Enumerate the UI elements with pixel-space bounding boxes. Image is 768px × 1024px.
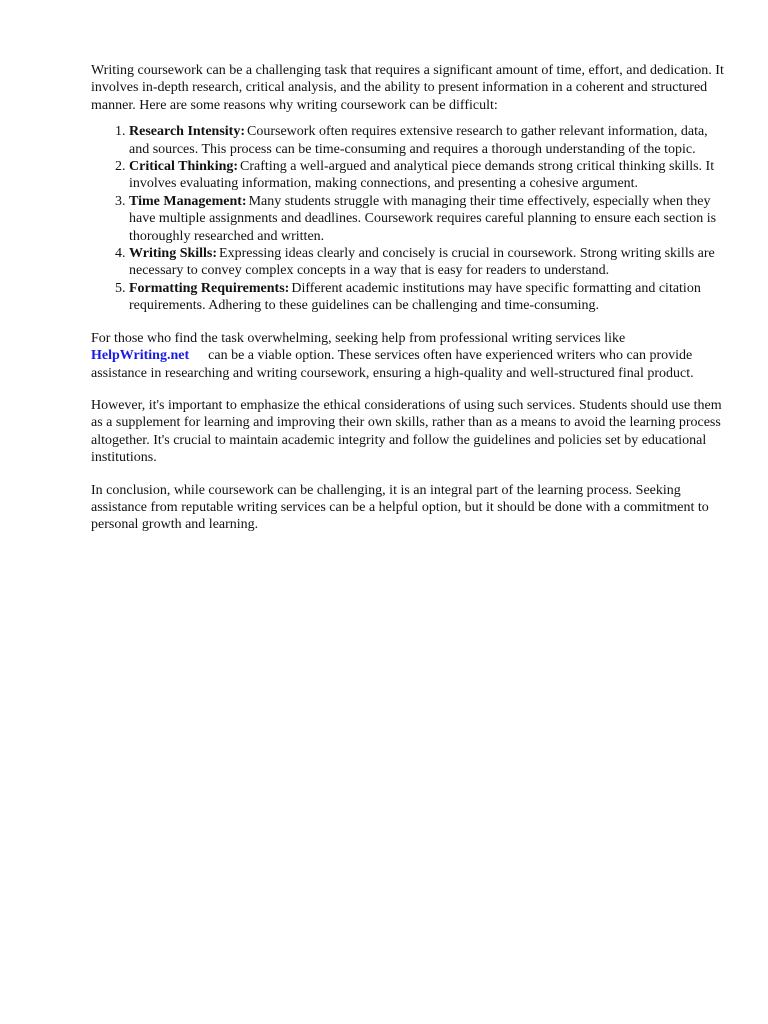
ethics-paragraph: However, it's important to emphasize the ethical considerations of using such services. Students should use them as a supplement for learning and improving their own skills, rather than as a means to avoid the learning process altogether. It's crucial to maintain academic integrity and follow the guidelines and policies set by educational institutions. <box>91 397 722 466</box>
help-text-before: For those who find the task overwhelming, seeking help from professional writing services like <box>91 330 626 346</box>
document-page <box>91 62 731 549</box>
list-item-text: Expressing ideas clearly and concisely is crucial in coursework. Strong writing skills are necessary to convey complex concepts in a way that is easy for readers to understand. <box>129 246 715 279</box>
list-item-text: Crafting a well-argued and analytical piece demands strong critical thinking skills. It involves evaluating information, making connections, and presenting a cohesive argument. <box>129 159 715 192</box>
list-item-critical-thinking <box>129 158 731 193</box>
list-item-text: Many students struggle with managing their time effectively, especially when they have multiple assignments and deadlines. Coursework requires careful planning to ensure each section is thoroughly researched and written. <box>129 193 717 244</box>
list-item-term: Research Intensity: <box>129 124 246 140</box>
list-item-time-management <box>129 193 731 245</box>
list-item-research-intensity <box>129 123 731 158</box>
list-item-writing-skills <box>129 245 731 280</box>
list-item-term: Critical Thinking: <box>129 159 239 175</box>
helpwriting-link[interactable]: HelpWriting.net <box>91 348 190 364</box>
conclusion-paragraph: In conclusion, while coursework can be challenging, it is an integral part of the learning process. Seeking assistance from reputable writing services can be a helpful option, but it should be done with a commitment to personal growth and learning. <box>91 482 709 533</box>
help-text-after: can be a viable option. These services often have experienced writers who can provide assistance in researching and writing coursework, ensuring a high-quality and well-structured final product. <box>91 348 694 381</box>
intro-paragraph: Writing coursework can be a challenging task that requires a significant amount of time, effort, and dedication. It involves in-depth research, critical analysis, and the ability to present information in a coherent and structured manner. Here are some reasons why writing coursework can be difficult: <box>91 63 724 113</box>
list-item-term: Writing Skills: <box>129 246 218 262</box>
list-item-formatting-requirements <box>129 280 731 315</box>
list-item-term: Time Management: <box>129 193 247 209</box>
reasons-list <box>91 123 731 314</box>
help-paragraph <box>91 330 731 382</box>
list-item-text: Different academic institutions may have specific formatting and citation requirements. Adhering to these guidelines can be challenging and time-consuming. <box>129 280 701 314</box>
list-item-term: Formatting Requirements: <box>129 280 290 296</box>
list-item-text: Coursework often requires extensive research to gather relevant information, data, and sources. This process can be time-consuming and requires a thorough understanding of the topic. <box>129 124 708 157</box>
